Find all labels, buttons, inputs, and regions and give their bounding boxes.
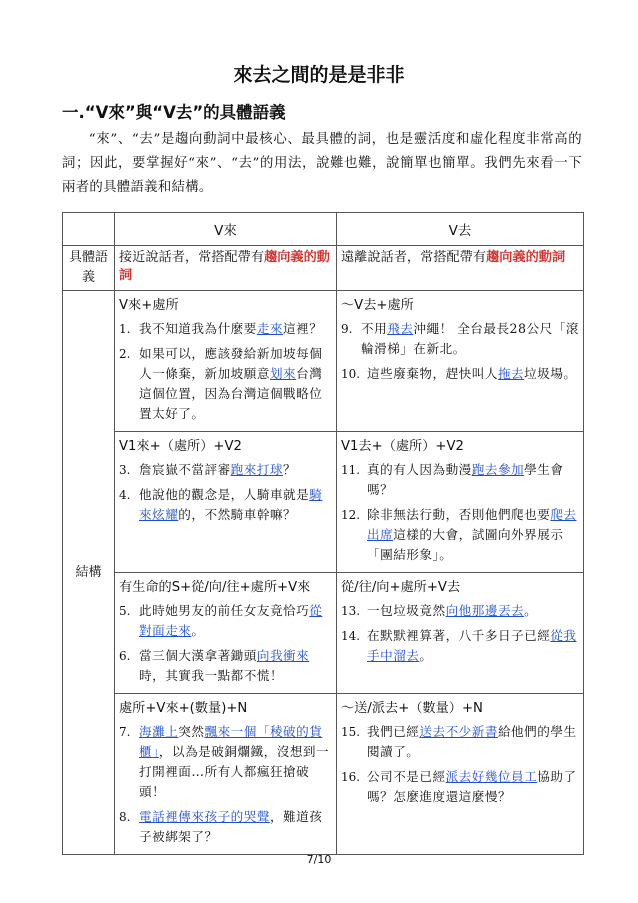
example-number: 2. (119, 347, 131, 361)
lai-pattern: V來+處所 (119, 298, 179, 313)
qu-pattern: ～V去+處所 (341, 298, 414, 313)
lai-def-text: 接近說話者，常搭配帶有 (119, 250, 265, 265)
example-number: 6. (119, 649, 131, 663)
lai-example-list (119, 722, 332, 847)
example-text: 沖繩！ 全台最長28公尺「滾輪滑梯」在新北。 (361, 321, 579, 356)
example-number: 5. (119, 604, 131, 618)
qu-example-list (341, 601, 579, 666)
example-item (119, 319, 332, 339)
label-structure: 結構 (63, 291, 115, 855)
structure-row (63, 694, 584, 855)
highlighted-phrase: 跑去參加 (471, 462, 525, 477)
example-text: 真的有人因為動漫 (367, 462, 472, 477)
lai-pattern: 處所+V來+(數量)+N (119, 701, 248, 716)
example-text: 這些廢棄物，趕快叫人 (367, 366, 498, 381)
corner-cell (63, 213, 115, 246)
example-text: 不用 (361, 321, 388, 336)
example-item (341, 505, 579, 565)
qu-structure-cell (337, 694, 584, 855)
example-item (341, 722, 579, 762)
example-number: 16. (341, 770, 361, 784)
example-number: 14. (341, 629, 361, 643)
highlighted-phrase: 海灘上 (139, 724, 179, 739)
highlighted-phrase: 走來 (256, 321, 284, 336)
highlighted-phrase: 電話裡傳來孩子的哭聲 (139, 809, 270, 824)
example-item (341, 460, 579, 500)
example-text: 給他們的學生閱讀了。 (367, 724, 577, 759)
example-text: 除非無法行動，否則他們爬也要 (367, 507, 551, 522)
lai-definition (115, 246, 337, 291)
qu-definition (337, 246, 584, 291)
example-text: ，以為是破銅爛鐵，沒想到一打開裡面…所有人都瘋狂搶破頭！ (139, 744, 330, 799)
lai-structure-cell (115, 291, 337, 432)
structure-row (63, 573, 584, 694)
example-text: 時，其實我一點都不慌！ (139, 668, 284, 683)
example-text: 我們已經 (367, 724, 420, 739)
example-text: ，難道孩子被綁架了？ (139, 809, 323, 844)
example-text: 的，不然騎車幹嘛？ (178, 507, 297, 522)
example-item (119, 722, 332, 802)
example-text: 。 (191, 623, 205, 638)
example-text: 詹宸嶽不當評審 (139, 462, 231, 477)
header-v-lai: V來 (115, 213, 337, 246)
example-text: 台灣這個位置，因為台灣這個戰略位置太好了。 (139, 366, 323, 421)
qu-example-list (341, 460, 579, 565)
qu-example-list (341, 319, 579, 384)
header-v-qu: V去 (337, 213, 584, 246)
lai-pattern: V1來+（處所）+V2 (119, 439, 242, 454)
highlighted-phrase: 跑來打球 (230, 462, 284, 477)
lai-def-highlight: 趨向義的動詞 (119, 250, 330, 283)
example-text: 學生會嗎？ (367, 462, 564, 497)
example-item (119, 601, 332, 641)
example-text: 當三個大漢拿著鋤頭 (139, 648, 257, 663)
example-text: 突然 (178, 724, 205, 739)
page-title: 來去之間的是是非非 (233, 64, 405, 86)
intro-paragraph (62, 128, 582, 200)
example-text: 我不知道我為什麼要 (139, 321, 257, 336)
example-item (341, 319, 579, 359)
highlighted-phrase: 向他那邊丟去 (445, 603, 525, 618)
example-number: 4. (119, 488, 131, 502)
qu-structure-cell (337, 432, 584, 573)
example-number: 13. (341, 604, 361, 618)
lai-example-list (119, 601, 332, 686)
highlighted-phrase: 送去不少新書 (419, 724, 498, 739)
example-number: 8. (119, 810, 131, 824)
qu-example-list (341, 722, 579, 807)
qu-structure-cell (337, 291, 584, 432)
highlighted-phrase: 爬去出席 (367, 507, 577, 542)
highlighted-phrase: 拖去 (497, 366, 525, 381)
example-number: 1. (119, 322, 131, 336)
lai-example-list (119, 460, 332, 525)
lai-structure-cell (115, 694, 337, 855)
example-text: 公司不是已經 (367, 769, 446, 784)
example-number: 10. (341, 367, 361, 381)
example-item (341, 767, 579, 807)
table-header-row (63, 213, 584, 246)
example-number: 7. (119, 725, 131, 739)
example-item (119, 460, 332, 480)
highlighted-phrase: 飄來一個「稜破的貨櫃」 (139, 724, 323, 759)
example-text: 一包垃圾竟然 (367, 603, 446, 618)
example-number: 12. (341, 508, 361, 522)
highlighted-phrase: 從我手中溜去 (367, 628, 577, 663)
qu-pattern: ～送/派去+（數量）+N (341, 701, 483, 716)
page-number: 7/10 (306, 853, 332, 866)
example-text: 。 (524, 603, 538, 618)
label-semantics: 具體語義 (63, 246, 115, 291)
lai-structure-cell (115, 432, 337, 573)
highlighted-phrase: 派去好幾位員工 (445, 769, 538, 784)
example-item (119, 485, 332, 525)
example-number: 3. (119, 463, 131, 477)
qu-structure-cell (337, 573, 584, 694)
example-text: 這樣的大會，試圖向外界展示「團結形象」。 (367, 527, 564, 562)
highlighted-phrase: 騎來炫耀 (139, 487, 323, 522)
semantics-row (63, 246, 584, 291)
intro-text: “來”、“去”是趨向動詞中最核心、最具體的詞，也是靈活度和虛化程度非常高的詞；因此，要掌握好“來”、“去”的用法，說難也難，說簡單也簡單。我們先來看一下兩者的具體語義和結構。 (62, 132, 582, 195)
example-item (119, 646, 332, 686)
structure-row (63, 432, 584, 573)
qu-def-text: 遠離說話者，常搭配帶有 (341, 250, 487, 265)
example-text: 此時她男友的前任女友竟恰巧 (139, 603, 310, 618)
highlighted-phrase: 划來 (269, 366, 297, 381)
example-number: 11. (341, 463, 361, 477)
lai-structure-cell (115, 573, 337, 694)
qu-def-highlight: 趨向義的動詞 (486, 250, 566, 265)
example-text: 協助了嗎？怎麼進度還這麼慢？ (367, 769, 577, 804)
example-item (341, 601, 579, 621)
section-heading: 一.“V來”與“V去”的具體語義 (62, 103, 286, 122)
example-item (119, 807, 332, 847)
example-item (119, 344, 332, 424)
example-text: 如果可以，應該發給新加坡每個人一條棄，新加坡願意 (139, 346, 323, 381)
structure-row (63, 291, 584, 432)
example-number: 15. (341, 725, 361, 739)
example-item (341, 626, 579, 666)
highlighted-phrase: 從對面走來 (139, 603, 323, 638)
qu-pattern: V1去+（處所）+V2 (341, 439, 464, 454)
highlighted-phrase: 飛去 (387, 321, 414, 336)
example-text: 。 (419, 648, 433, 663)
lai-example-list (119, 319, 332, 424)
example-text: 這裡？ (283, 321, 323, 336)
example-number: 9. (341, 322, 353, 336)
highlighted-phrase: 向我衝來 (256, 648, 310, 663)
example-text: 在默默裡算著，八千多日子已經 (367, 628, 551, 643)
example-item (341, 364, 579, 384)
qu-pattern: 從/往/向+處所+V去 (341, 580, 461, 595)
example-text: 垃圾場。 (524, 366, 577, 381)
example-text: 他說他的觀念是，人騎車就是 (139, 487, 310, 502)
lai-pattern: 有生命的S+從/向/往+處所+V來 (119, 580, 311, 595)
example-text: ？ (283, 462, 297, 477)
comparison-table (62, 212, 584, 855)
